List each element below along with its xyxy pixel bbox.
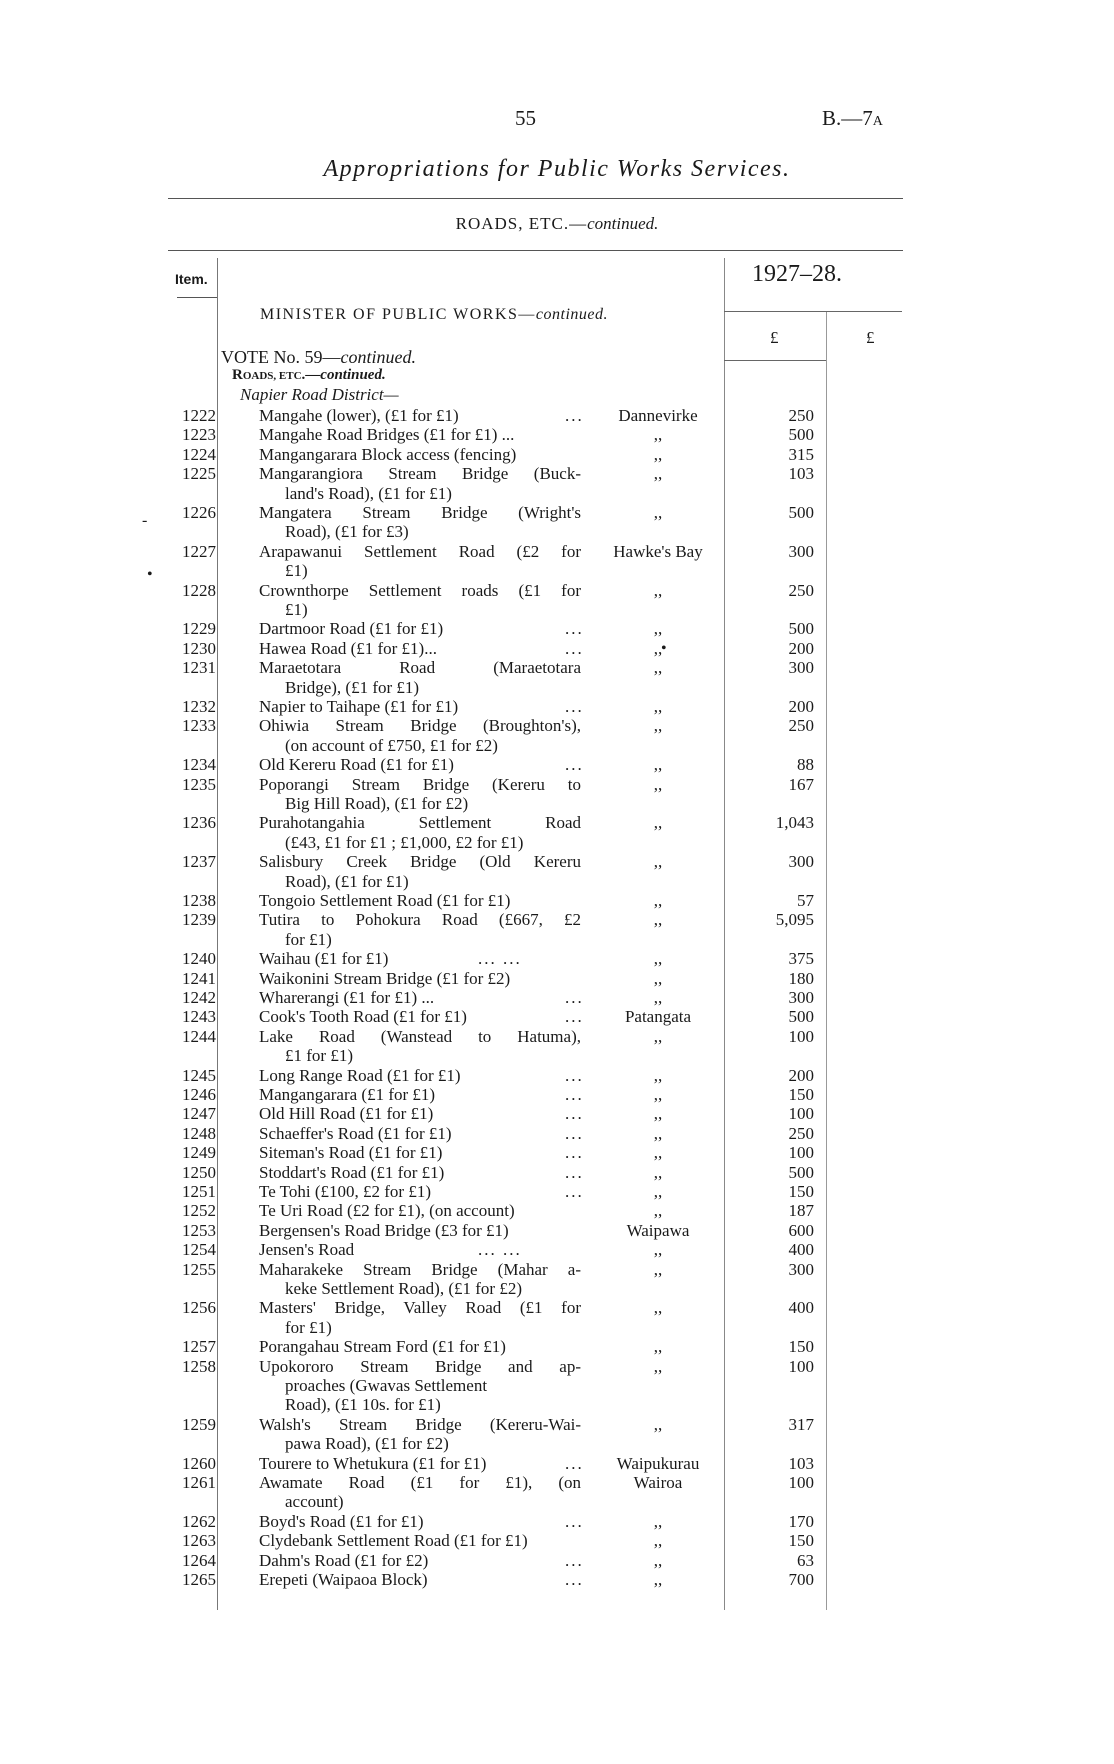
amount-value: 103 — [788, 1453, 814, 1473]
district-name: ,, — [653, 638, 663, 658]
item-description-line: Masters' Bridge, Valley Road (£1 for — [259, 1298, 581, 1318]
item-number: 1255 — [182, 1259, 216, 1279]
item-number: 1251 — [182, 1182, 216, 1201]
amount-value: 375 — [788, 949, 814, 969]
item-description-line: Long Range Road (£1 for £1) — [259, 1065, 461, 1085]
item-description-line: Purahotangahia Settlement Road — [259, 813, 581, 833]
item-description-line: Upokororo Stream Bridge and ap- — [259, 1356, 581, 1376]
district-name: ,, — [653, 619, 663, 639]
item-description — [259, 852, 581, 891]
district-name: Dannevirke — [618, 406, 698, 425]
item-description — [259, 542, 581, 581]
item-description — [259, 658, 581, 697]
amount-value: 700 — [788, 1570, 814, 1589]
item-description-line: Maharakeke Stream Bridge (Mahar a- — [259, 1259, 581, 1279]
amount-value: 150 — [788, 1531, 814, 1551]
item-header-rule — [177, 297, 217, 298]
document-reference-suffix: A — [872, 114, 883, 129]
item-description — [259, 988, 581, 1007]
amount-value: 300 — [788, 988, 814, 1007]
item-description — [259, 1201, 581, 1220]
vote-heading-continued: continued. — [340, 347, 416, 367]
pound-unit-header: £ — [770, 328, 779, 347]
district-name: ,, — [653, 1182, 663, 1201]
item-description-line: Erepeti (Waipaoa Block) — [259, 1570, 428, 1589]
item-description-line: Road), (£1 for £1) — [285, 871, 409, 891]
amount-value: 170 — [788, 1511, 814, 1531]
item-description-line: Stoddart's Road (£1 for £1) — [259, 1162, 445, 1182]
item-description — [259, 1551, 581, 1570]
amount-value: 200 — [788, 1065, 814, 1085]
leader-dots: ... — [565, 1162, 584, 1182]
item-description-line: Maraetotara Road (Maraetotara — [259, 658, 581, 678]
item-description-line: Mangahe (lower), (£1 for £1) — [259, 406, 459, 425]
vote-heading-label: VOTE No. 59— — [221, 347, 341, 367]
item-number: 1256 — [182, 1298, 216, 1318]
year-header-rule — [724, 311, 902, 312]
pound-total-unit-header: £ — [866, 328, 875, 347]
item-description-line: (on account of £750, £1 for £2) — [285, 735, 498, 755]
leader-dots: ... — [565, 1123, 584, 1143]
district-name: ,, — [653, 716, 663, 736]
amount-value: 400 — [788, 1240, 814, 1260]
amount-value: 100 — [788, 1143, 814, 1163]
item-description-line: Clydebank Settlement Road (£1 for £1) — [259, 1531, 528, 1551]
district-name: ,, — [653, 1123, 663, 1143]
item-description-line: £1) — [285, 561, 308, 581]
district-name: ,, — [653, 1550, 663, 1570]
district-name: ,, — [653, 852, 663, 872]
district-name: ,, — [653, 1085, 663, 1104]
item-number: 1247 — [182, 1104, 216, 1124]
item-description-line: Jensen's Road — [259, 1240, 355, 1260]
section-heading — [0, 214, 1114, 234]
district-name: ,, — [653, 1337, 663, 1357]
item-description — [259, 813, 581, 852]
minister-heading-label: MINISTER OF PUBLIC WORKS— — [260, 306, 536, 323]
item-description-line: proaches (Gwavas Settlement — [285, 1376, 488, 1395]
item-description — [259, 464, 581, 503]
district-name: ,, — [653, 1570, 663, 1589]
roads-subheading: ROADS, ETC.—continued. — [232, 367, 386, 383]
district-name: Waipawa — [626, 1220, 690, 1240]
item-description-line: Salisbury Creek Bridge (Old Kereru — [259, 852, 581, 872]
item-description — [259, 1066, 581, 1085]
district-name: ,, — [653, 464, 663, 484]
item-description-line: Mangarangiora Stream Bridge (Buck- — [259, 464, 581, 484]
item-description-line: Waihau (£1 for £1) — [259, 949, 389, 969]
amount-value: 300 — [788, 541, 814, 561]
margin-mark: - — [142, 512, 148, 529]
item-description — [259, 1570, 581, 1589]
district-name: ,, — [653, 949, 663, 969]
item-description-line: Big Hill Road), (£1 for £2) — [285, 794, 469, 813]
item-number: 1238 — [182, 891, 216, 910]
leader-dots: ... — [565, 406, 584, 425]
section-heading-continued: continued. — [587, 214, 659, 233]
unit-header-rule — [724, 360, 826, 361]
amount-value: 600 — [788, 1220, 814, 1240]
item-description — [259, 910, 581, 949]
item-description-line: Wharerangi (£1 for £1) ... — [259, 988, 435, 1007]
district-name: ,, — [653, 1065, 663, 1085]
amount-value: 167 — [788, 774, 814, 794]
item-description-line: Poporangi Stream Bridge (Kereru to — [259, 774, 581, 794]
item-description-line: £1 for £1) — [285, 1046, 353, 1066]
item-description — [259, 1104, 581, 1123]
minister-heading-continued: continued. — [535, 306, 608, 323]
item-number: 1233 — [182, 716, 216, 736]
item-number: 1231 — [182, 658, 216, 678]
district-name: ,, — [653, 425, 663, 445]
item-description — [259, 1007, 581, 1026]
item-description-line: Porangahau Stream Ford (£1 for £1) — [259, 1337, 506, 1357]
district-name: Hawke's Bay — [613, 541, 703, 561]
item-description — [259, 1027, 581, 1066]
item-description-line: Arapawanui Settlement Road (£2 for — [259, 541, 581, 561]
item-description — [259, 1454, 581, 1473]
amount-value: 300 — [788, 658, 814, 678]
item-number: 1264 — [182, 1550, 216, 1570]
district-name: ,, — [653, 968, 663, 988]
amount-value: 500 — [788, 619, 814, 639]
item-number: 1235 — [182, 774, 216, 794]
item-description — [259, 755, 581, 774]
item-description — [259, 1260, 581, 1299]
leader-dots: ... — [565, 1550, 584, 1570]
amount-value: 250 — [788, 580, 814, 600]
amount-value: 5,095 — [775, 910, 814, 930]
district-name: Wairoa — [633, 1473, 683, 1492]
district-name: ,, — [653, 1143, 663, 1163]
item-number: 1234 — [182, 755, 216, 775]
margin-mark: • — [147, 566, 153, 583]
header-rule — [168, 198, 903, 199]
roads-subheading-initial: R — [232, 367, 243, 383]
amount-value: 500 — [788, 503, 814, 522]
item-description — [259, 716, 581, 755]
amount-value: 100 — [788, 1356, 814, 1376]
item-number: 1222 — [182, 406, 216, 425]
item-description — [259, 1357, 581, 1415]
item-description — [259, 1182, 581, 1201]
item-description — [259, 425, 581, 444]
district-name: ,, — [653, 503, 663, 522]
item-description-line: Ohiwia Stream Bridge (Broughton's), — [259, 716, 581, 736]
item-description-line: Old Hill Road (£1 for £1) — [259, 1104, 434, 1124]
district-name: ,, — [653, 580, 663, 600]
item-description-line: land's Road), (£1 for £1) — [285, 483, 452, 503]
item-description-line: Mangangarara (£1 for £1) — [259, 1085, 436, 1104]
item-number: 1227 — [182, 541, 216, 561]
table-top-rule — [168, 250, 903, 251]
item-description — [259, 969, 581, 988]
item-description — [259, 445, 581, 464]
district-name: ,, — [653, 755, 663, 775]
district-name: ,, — [653, 891, 663, 910]
district-name: ,, — [653, 658, 663, 678]
district-name: Waipukurau — [616, 1453, 700, 1473]
page-title: Appropriations for Public Works Services. — [323, 156, 791, 182]
item-description — [259, 891, 581, 910]
district-heading: Napier Road District— — [240, 385, 399, 404]
item-description-line: £1) — [285, 600, 308, 619]
item-number: 1257 — [182, 1337, 216, 1357]
item-description — [259, 619, 581, 638]
item-description-line: Mangangarara Block access (fencing) — [259, 444, 517, 464]
item-number: 1229 — [182, 619, 216, 639]
item-description — [259, 406, 581, 425]
district-name: ,, — [653, 1511, 663, 1531]
district-name: ,, — [653, 1240, 663, 1260]
item-description-line: Mangatera Stream Bridge (Wright's — [259, 503, 581, 522]
item-description — [259, 1163, 581, 1182]
item-description — [259, 1337, 581, 1356]
amount-value: 500 — [788, 1007, 814, 1027]
item-description — [259, 1512, 581, 1531]
amount-value: 500 — [788, 425, 814, 445]
item-description — [259, 639, 581, 658]
document-reference — [822, 106, 883, 131]
page-number: 55 — [515, 106, 536, 130]
amount-value: 1,043 — [775, 813, 814, 833]
item-description-line: Walsh's Stream Bridge (Kereru-Wai- — [259, 1414, 581, 1434]
item-number: 1245 — [182, 1065, 216, 1085]
item-description — [259, 1240, 581, 1259]
item-number: 1232 — [182, 697, 216, 716]
item-number: 1253 — [182, 1220, 216, 1240]
minister-heading — [260, 306, 608, 324]
amount-value: 150 — [788, 1182, 814, 1201]
item-description-line: (£43, £1 for £1 ; £1,000, £2 for £1) — [285, 832, 524, 852]
amount-value: 187 — [788, 1201, 814, 1221]
amount-value: 317 — [788, 1414, 814, 1434]
district-name: ,, — [653, 1414, 663, 1434]
district-name: Patangata — [624, 1007, 692, 1027]
item-number: 1246 — [182, 1085, 216, 1104]
item-description-line: Te Tohi (£100, £2 for £1) — [259, 1182, 432, 1201]
leader-dots: ... ... — [478, 1240, 522, 1260]
item-number: 1226 — [182, 503, 216, 522]
district-name: ,, — [653, 774, 663, 794]
item-description — [259, 775, 581, 814]
item-description-line: for £1) — [285, 929, 332, 949]
item-description — [259, 1415, 581, 1454]
district-name: ,, — [653, 910, 663, 930]
amount-value: 500 — [788, 1162, 814, 1182]
amount-value: 150 — [788, 1337, 814, 1357]
item-number: 1243 — [182, 1007, 216, 1027]
item-description — [259, 1221, 581, 1240]
item-number: 1223 — [182, 425, 216, 445]
document-reference-main: B.—7 — [822, 106, 873, 130]
leader-dots: ... — [565, 1085, 584, 1104]
item-description-line: Hawea Road (£1 for £1)... — [259, 638, 437, 658]
item-description-line: Road), (£1 10s. for £1) — [285, 1395, 441, 1415]
item-description — [259, 1143, 581, 1162]
district-name: ,, — [653, 1026, 663, 1046]
leader-dots: ... — [565, 1511, 584, 1531]
item-description-line: Dahm's Road (£1 for £2) — [259, 1550, 429, 1570]
district-name: ,, — [653, 1201, 663, 1221]
item-number: 1228 — [182, 580, 216, 600]
amount-value: 300 — [788, 852, 814, 872]
item-description — [259, 1298, 581, 1337]
leader-dots: ... — [565, 619, 584, 639]
leader-dots: ... — [565, 1182, 584, 1201]
item-number: 1225 — [182, 464, 216, 484]
item-number: 1261 — [182, 1473, 216, 1492]
item-description — [259, 949, 581, 968]
item-description — [259, 697, 581, 716]
item-number: 1239 — [182, 910, 216, 930]
roads-subheading-etc: ETC — [278, 370, 302, 382]
amount-value: 200 — [788, 638, 814, 658]
item-number: 1250 — [182, 1162, 216, 1182]
vote-heading — [221, 347, 416, 368]
leader-dots: ... — [565, 1570, 584, 1589]
item-number: 1252 — [182, 1201, 216, 1221]
item-description-line: Boyd's Road (£1 for £1) — [259, 1511, 424, 1531]
amount-value: 250 — [788, 1123, 814, 1143]
amount-value: 63 — [797, 1550, 814, 1570]
item-description-line: Road), (£1 for £3) — [285, 522, 409, 542]
item-description-line: Siteman's Road (£1 for £1) — [259, 1143, 443, 1163]
amount-value: 100 — [788, 1473, 814, 1492]
item-number: 1258 — [182, 1356, 216, 1376]
amount-value: 300 — [788, 1259, 814, 1279]
amount-value: 150 — [788, 1085, 814, 1104]
district-name: ,, — [653, 988, 663, 1007]
item-column-divider — [217, 258, 218, 1610]
item-description-line: Waikonini Stream Bridge (£1 for £2) — [259, 968, 511, 988]
roads-subheading-continued: continued. — [320, 367, 386, 383]
item-description-line: Cook's Tooth Road (£1 for £1) — [259, 1007, 467, 1027]
amount-value: 315 — [788, 444, 814, 464]
item-number: 1263 — [182, 1531, 216, 1551]
item-description-line: Old Kereru Road (£1 for £1) — [259, 755, 454, 775]
item-description-line: Crownthorpe Settlement roads (£1 for — [259, 580, 581, 600]
item-description — [259, 1124, 581, 1143]
leader-dots: ... — [565, 697, 584, 716]
item-description-line: keke Settlement Road), (£1 for £2) — [285, 1279, 522, 1298]
section-heading-label: ROADS, ETC.— — [455, 214, 588, 233]
leader-dots: ... — [565, 988, 584, 1007]
item-description-line: Napier to Taihape (£1 for £1) — [259, 697, 459, 716]
item-description-line: for £1) — [285, 1317, 332, 1337]
item-description-line: Lake Road (Wanstead to Hatuma), — [259, 1026, 581, 1046]
district-name: ,, — [653, 1531, 663, 1551]
item-description-line: Awamate Road (£1 for £1), (on — [259, 1473, 581, 1492]
item-number: 1259 — [182, 1414, 216, 1434]
amount-value: 100 — [788, 1104, 814, 1124]
item-number: 1237 — [182, 852, 216, 872]
leader-dots: ... — [565, 1143, 584, 1163]
leader-dots: ... — [565, 638, 584, 658]
item-number: 1248 — [182, 1123, 216, 1143]
district-name: ,, — [653, 1298, 663, 1318]
item-description-line: pawa Road), (£1 for £2) — [285, 1434, 449, 1454]
item-number: 1236 — [182, 813, 216, 833]
leader-dots: ... — [565, 1065, 584, 1085]
amount-value: 400 — [788, 1298, 814, 1318]
district-name: ,, — [653, 1104, 663, 1124]
amount-value: 57 — [797, 891, 814, 910]
item-number: 1224 — [182, 444, 216, 464]
item-description — [259, 503, 581, 542]
leader-dots: ... — [565, 755, 584, 775]
amount-value: 180 — [788, 968, 814, 988]
item-description-line: Dartmoor Road (£1 for £1) — [259, 619, 444, 639]
item-number: 1244 — [182, 1026, 216, 1046]
item-number: 1265 — [182, 1570, 216, 1589]
item-description-line: Schaeffer's Road (£1 for £1) — [259, 1123, 452, 1143]
district-name: ,, — [653, 813, 663, 833]
amount-value: 250 — [788, 716, 814, 736]
item-column-header: Item. — [175, 271, 208, 287]
item-number: 1240 — [182, 949, 216, 969]
item-number: 1262 — [182, 1511, 216, 1531]
item-number: 1230 — [182, 638, 216, 658]
item-description-line: Tourere to Whetukura (£1 for £1) — [259, 1453, 487, 1473]
item-number: 1242 — [182, 988, 216, 1007]
item-number: 1241 — [182, 968, 216, 988]
item-description — [259, 1531, 581, 1550]
amount-value: 250 — [788, 406, 814, 425]
amount-value: 100 — [788, 1026, 814, 1046]
amount-value: 103 — [788, 464, 814, 484]
item-description-line: Te Uri Road (£2 for £1), (on account) — [259, 1201, 515, 1221]
item-description-line: Mangahe Road Bridges (£1 for £1) ... — [259, 425, 515, 445]
amount-value: 88 — [797, 755, 814, 775]
item-description-line: Bridge), (£1 for £1) — [285, 677, 420, 697]
item-description-line: Tutira to Pohokura Road (£667, £2 — [259, 910, 581, 930]
total-column-divider — [826, 312, 827, 1610]
leader-dots: ... ... — [478, 949, 522, 969]
roads-subheading-rest: OADS — [242, 370, 274, 382]
amount-column-divider — [724, 258, 725, 1610]
item-description — [259, 1085, 581, 1104]
item-number: 1249 — [182, 1143, 216, 1163]
district-name: ,, — [653, 1162, 663, 1182]
item-description-line: Bergensen's Road Bridge (£3 for £1) — [259, 1220, 509, 1240]
district-name: ,, — [653, 697, 663, 716]
item-description — [259, 581, 581, 620]
district-name: ,, — [653, 444, 663, 464]
leader-dots: ... — [565, 1453, 584, 1473]
margin-mark: • — [661, 640, 667, 657]
district-name: ,, — [653, 1259, 663, 1279]
amount-value: 200 — [788, 697, 814, 716]
item-number: 1260 — [182, 1453, 216, 1473]
leader-dots: ... — [565, 1007, 584, 1027]
leader-dots: ... — [565, 1104, 584, 1124]
district-name: ,, — [653, 1356, 663, 1376]
item-description — [259, 1473, 581, 1512]
item-description-line: account) — [285, 1492, 344, 1512]
year-column-header: 1927–28. — [752, 261, 842, 287]
item-description-line: Tongoio Settlement Road (£1 for £1) — [259, 891, 511, 910]
item-number: 1254 — [182, 1240, 216, 1260]
